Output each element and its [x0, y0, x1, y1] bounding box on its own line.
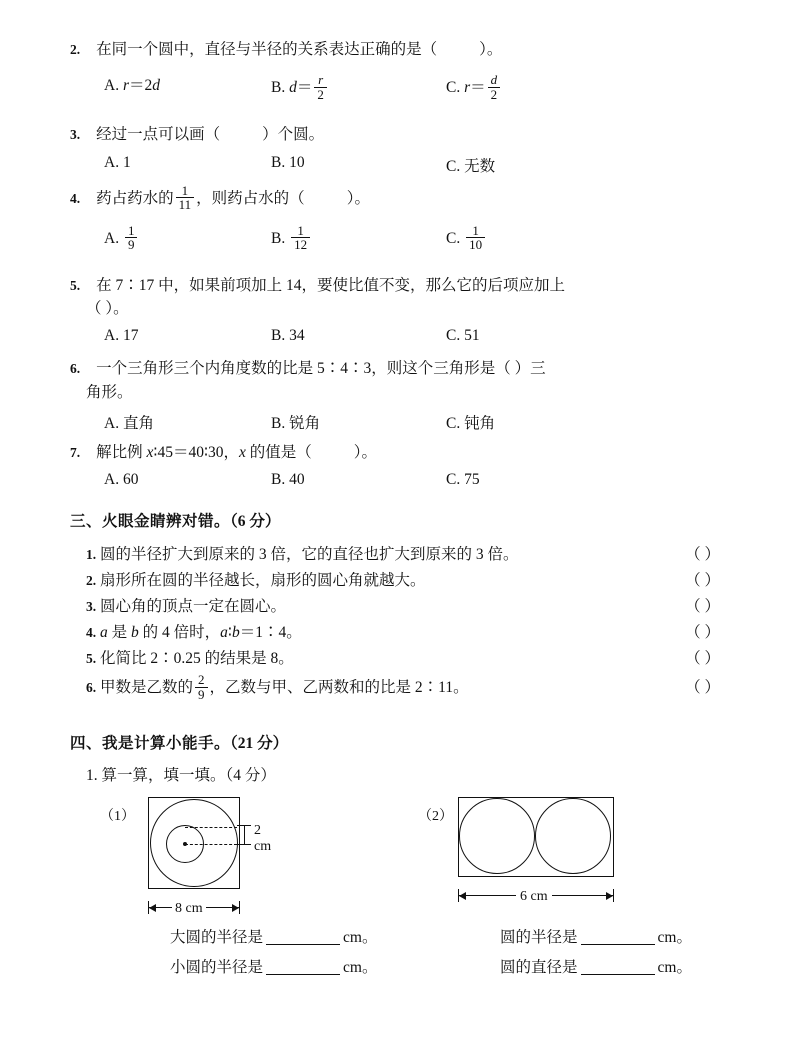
answer-right-prefix: 圆的半径是: [500, 929, 578, 947]
answer-blank[interactable]: [581, 974, 655, 975]
item-text: 扇形所在圆的半径越长，扇形的圆心角就越大。: [100, 572, 426, 590]
question-7-options: [86, 471, 720, 491]
question-stem-line2: 角形。: [86, 383, 133, 401]
circle-right-shape: [535, 798, 611, 874]
option-c: C. $\frac{1}{10}$: [446, 224, 487, 252]
answer-paren: （ ）: [685, 572, 720, 590]
item-text: a 是 b 的 4 倍时，a∶b＝1∶4。: [100, 624, 302, 642]
answer-left-prefix: 大圆的半径是: [170, 929, 264, 947]
question-3: [70, 123, 720, 146]
section-3-points: （6 分）: [230, 513, 281, 531]
question-number: 4.: [70, 190, 81, 206]
question-number: 7.: [70, 444, 81, 460]
question-number: 2.: [70, 42, 81, 57]
question-number: 6.: [70, 361, 81, 377]
option-b: B. 锐角: [271, 414, 321, 432]
item-text: 甲数是乙数的 $\frac{2}{9}$ ，乙数与甲、乙两数和的比是 2∶11。: [100, 671, 469, 702]
option-a: A. 1: [104, 153, 131, 171]
option-c: C. 75: [446, 471, 480, 489]
item-number: 6.: [86, 680, 97, 696]
option-b: B. 10: [271, 153, 305, 171]
option-a: A. 17: [104, 327, 139, 345]
figures-area: [100, 791, 720, 921]
section-4-heading: [70, 731, 720, 753]
question-stem: 解比例 x∶45＝40∶30，x 的值是（ ）。: [96, 443, 378, 461]
figure-1-horizontal-dim: 8 cm: [172, 901, 206, 917]
true-false-row: [86, 565, 720, 591]
page-content: [70, 38, 720, 985]
item-number: 1.: [86, 547, 97, 563]
answer-right-suffix: cm。: [657, 959, 692, 977]
figure-2-label: （2）: [418, 809, 453, 825]
question-stem-line2: （ ）。: [86, 300, 129, 318]
true-false-row: [86, 617, 720, 643]
question-2-options: [86, 73, 720, 109]
item-text: 化简比 2∶0.25 的结果是 8。: [100, 650, 294, 668]
item-number: 2.: [86, 573, 97, 589]
answer-right: [500, 955, 692, 977]
option-b: B. 40: [271, 471, 305, 489]
item-number: 4.: [86, 625, 97, 641]
option-a: A. 直角: [104, 414, 154, 432]
question-7: [70, 441, 720, 464]
figure-1-vertical-dim: 2 cm: [254, 823, 272, 855]
true-false-row: [86, 591, 720, 617]
answer-blank[interactable]: [266, 974, 340, 975]
answer-paren: （ ）: [685, 650, 720, 668]
answer-right-suffix: cm。: [657, 929, 692, 947]
option-c: C. 钝角: [446, 414, 496, 432]
section-4-title: 四、我是计算小能手。: [70, 735, 231, 753]
question-4-options: [86, 224, 720, 260]
option-b: B. d＝ $\frac{r}{2}$: [271, 73, 329, 101]
question-6-options: [86, 411, 720, 431]
question-3-options: [86, 154, 720, 174]
question-5-options: [86, 327, 720, 347]
answer-paren: （ ）: [685, 598, 720, 616]
vertical-dimension-line: [244, 825, 245, 845]
option-c: C. 无数: [446, 157, 496, 175]
figure-2-horizontal-dim: 6 cm: [516, 889, 552, 905]
option-c: C. 51: [446, 327, 480, 345]
true-false-row: [86, 539, 720, 565]
question-5: [70, 274, 720, 321]
section-4-sub1: 1. 算一算，填一填。（4 分）: [86, 767, 276, 785]
question-stem-line1: 在 7∶17 中，如果前项加上 14，要使比值不变，那么它的后项应加上: [96, 276, 566, 294]
answer-left: [170, 925, 377, 947]
answer-blanks-area: [100, 925, 720, 985]
section-3-title: 三、火眼金睛辨对错。: [70, 513, 231, 531]
figure-1-label: （1）: [100, 809, 135, 825]
question-stem-line1: 一个三角形三个内角度数的比是 5∶4∶3，则这个三角形是（ ）三: [96, 360, 546, 378]
circle-left-shape: [459, 798, 535, 874]
question-2: [70, 38, 720, 61]
arrow-left-icon: [459, 892, 466, 900]
answer-right: [500, 925, 692, 947]
question-4: [70, 184, 720, 212]
arrow-left-icon: [149, 904, 156, 912]
true-false-row: [86, 643, 720, 669]
item-text: 圆的半径扩大到原来的 3 倍，它的直径也扩大到原来的 3 倍。: [100, 546, 519, 564]
upper-dash-line: [185, 827, 237, 828]
question-stem: 在同一个圆中，直径与半径的关系表达正确的是（ ）。: [96, 41, 503, 58]
answer-left-prefix: 小圆的半径是: [170, 959, 264, 977]
option-a: A. $\frac{1}{9}$: [104, 224, 139, 252]
answer-left-suffix: cm。: [343, 959, 378, 977]
dim-end-right: [239, 901, 240, 914]
question-number: 3.: [70, 127, 81, 143]
section-3-heading: [70, 509, 720, 531]
dim-end-right: [613, 889, 614, 902]
true-false-row: [86, 669, 720, 709]
radius-dash-line: [185, 844, 237, 845]
answer-paren: （ ）: [685, 624, 720, 642]
answer-blank[interactable]: [581, 944, 655, 945]
item-text: 圆心角的顶点一定在圆心。: [100, 598, 287, 616]
item-number: 5.: [86, 651, 97, 667]
option-c: C. r＝ $\frac{d}{2}$: [446, 73, 502, 101]
answer-left: [170, 955, 377, 977]
arrow-right-icon: [232, 904, 239, 912]
section-4-points: （21 分）: [230, 735, 289, 753]
option-a: A. 60: [104, 471, 139, 489]
question-stem: 药占药水的 $\frac{1}{11}$ ，则药占水的（ ）。: [96, 182, 370, 213]
answer-paren: （ ）: [685, 679, 720, 697]
answer-left-suffix: cm。: [343, 929, 378, 947]
question-stem: 经过一点可以画（ ）个圆。: [96, 126, 325, 144]
answer-row: [100, 925, 720, 955]
answer-paren: （ ）: [685, 546, 720, 564]
question-number: 5.: [70, 277, 81, 293]
answer-right-prefix: 圆的直径是: [500, 959, 578, 977]
option-a: A. r＝2d: [104, 77, 161, 95]
answer-blank[interactable]: [266, 944, 340, 945]
question-6: [70, 357, 720, 404]
answer-row: [100, 955, 720, 985]
item-number: 3.: [86, 599, 97, 615]
option-b: B. $\frac{1}{12}$: [271, 224, 312, 252]
arrow-right-icon: [606, 892, 613, 900]
option-b: B. 34: [271, 327, 305, 345]
